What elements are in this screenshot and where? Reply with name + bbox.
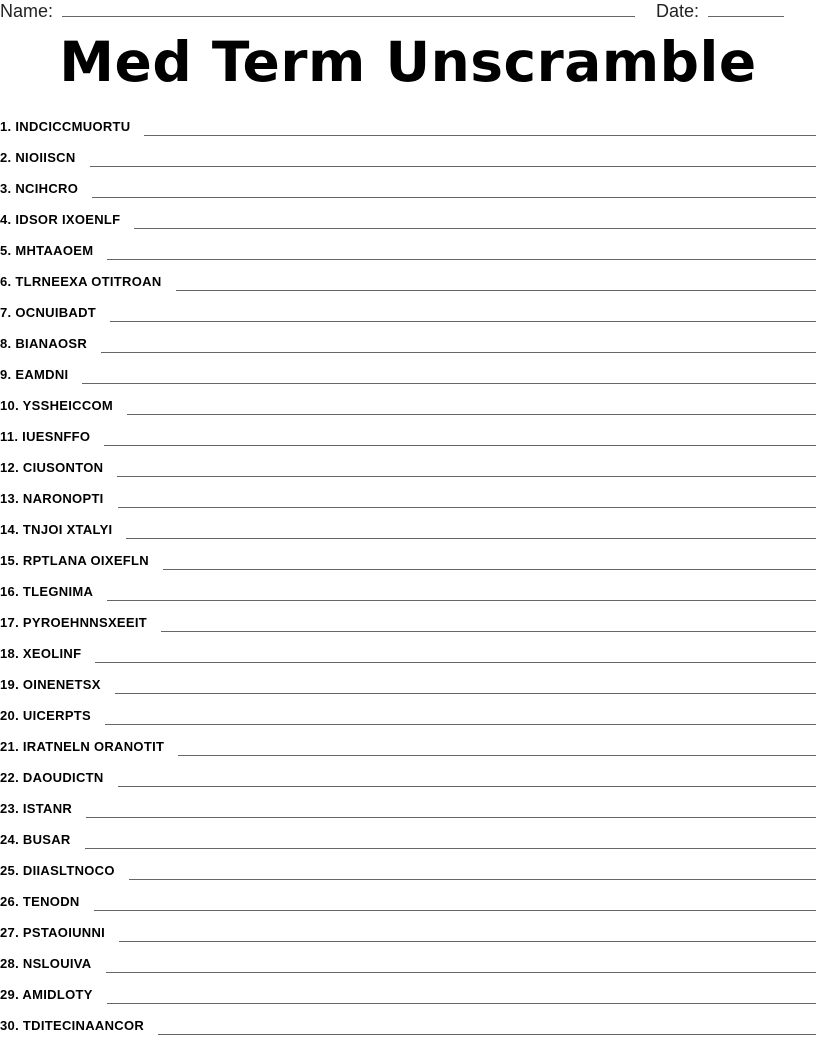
scrambled-word [0, 522, 112, 540]
scramble-item [0, 199, 816, 230]
scrambled-word-text: OINENETSX [22, 677, 101, 692]
item-number: 14 . [0, 522, 23, 537]
scrambled-word-text: ISTANR [22, 801, 73, 816]
item-number: 20 . [0, 708, 23, 723]
scrambled-word-text: TENODN [22, 894, 80, 909]
answer-line[interactable] [101, 351, 816, 353]
scramble-item [0, 261, 816, 292]
scramble-item [0, 323, 816, 354]
scrambled-word-text: TNJOI XTALYI [22, 522, 113, 537]
item-number: 18 . [0, 646, 23, 661]
scrambled-word [0, 987, 93, 1005]
scramble-item [0, 633, 816, 664]
item-number: 23 . [0, 801, 23, 816]
answer-line[interactable] [82, 382, 816, 384]
scrambled-word [0, 367, 68, 385]
scrambled-word [0, 119, 130, 137]
scramble-item [0, 881, 816, 912]
scrambled-word-text: UICERPTS [22, 708, 92, 723]
scramble-item [0, 943, 816, 974]
scramble-item [0, 726, 816, 757]
scrambled-word-text: AMIDLOTY [22, 987, 93, 1002]
answer-line[interactable] [118, 506, 816, 508]
answer-line[interactable] [127, 413, 816, 415]
answer-line[interactable] [92, 196, 816, 198]
scrambled-word [0, 863, 115, 881]
date-field-line[interactable] [708, 16, 784, 17]
answer-line[interactable] [107, 599, 816, 601]
scramble-item [0, 354, 816, 385]
scrambled-word [0, 181, 78, 199]
scrambled-word-text: NIOIISCN [15, 150, 76, 165]
scrambled-word-text: DAOUDICTN [22, 770, 104, 785]
scrambled-word [0, 739, 164, 757]
scrambled-word-text: INDCICCMUORTU [15, 119, 131, 134]
answer-line[interactable] [107, 258, 816, 260]
answer-line[interactable] [110, 320, 816, 322]
scramble-item [0, 757, 816, 788]
scrambled-word-text: PSTAOIUNNI [22, 925, 106, 940]
scrambled-word [0, 429, 90, 447]
scrambled-word-text: DIIASLTNOCO [22, 863, 115, 878]
scrambled-word [0, 801, 72, 819]
scramble-item [0, 1005, 816, 1036]
scramble-item [0, 509, 816, 540]
scrambled-word-text: IUESNFFO [22, 429, 91, 444]
scramble-item [0, 664, 816, 695]
scramble-item [0, 974, 816, 1005]
item-number: 6 . [0, 274, 15, 289]
item-number: 15 . [0, 553, 23, 568]
answer-line[interactable] [158, 1033, 816, 1035]
scrambled-word [0, 584, 93, 602]
answer-line[interactable] [129, 878, 816, 880]
scrambled-word [0, 491, 104, 509]
scrambled-word-text: IDSOR IXOENLF [15, 212, 121, 227]
scrambled-word [0, 646, 81, 664]
answer-line[interactable] [126, 537, 816, 539]
item-number: 25 . [0, 863, 23, 878]
item-number: 13 . [0, 491, 23, 506]
answer-line[interactable] [178, 754, 816, 756]
answer-line[interactable] [107, 1002, 816, 1004]
answer-line[interactable] [161, 630, 816, 632]
scrambled-word [0, 274, 162, 292]
scramble-item [0, 850, 816, 881]
item-number: 17 . [0, 615, 23, 630]
scrambled-word [0, 677, 101, 695]
scrambled-word-text: RPTLANA OIXEFLN [22, 553, 149, 568]
scrambled-word-text: BUSAR [22, 832, 71, 847]
answer-line[interactable] [117, 475, 816, 477]
worksheet-header [0, 0, 816, 22]
item-number: 9 . [0, 367, 15, 382]
date-label: Date: [656, 1, 700, 21]
item-number: 10 . [0, 398, 23, 413]
scrambled-word-text: NSLOUIVA [22, 956, 92, 971]
scrambled-word [0, 832, 71, 850]
scrambled-word [0, 460, 103, 478]
item-number: 4 . [0, 212, 15, 227]
scrambled-word-text: CIUSONTON [22, 460, 104, 475]
item-number: 21 . [0, 739, 23, 754]
scrambled-word-text: TLEGNIMA [22, 584, 94, 599]
scrambled-word-text: YSSHEICCOM [22, 398, 114, 413]
scramble-item [0, 571, 816, 602]
answer-line[interactable] [104, 444, 816, 446]
item-number: 12 . [0, 460, 23, 475]
scrambled-word-text: OCNUIBADT [15, 305, 97, 320]
scramble-item [0, 478, 816, 509]
name-field-line[interactable] [62, 16, 635, 17]
answer-line[interactable] [105, 723, 816, 725]
scrambled-word-text: NCIHCRO [15, 181, 79, 196]
answer-line[interactable] [94, 909, 816, 911]
scramble-item [0, 230, 816, 261]
scrambled-word-text: XEOLINF [22, 646, 82, 661]
item-number: 2 . [0, 150, 15, 165]
scrambled-word [0, 770, 104, 788]
scramble-item [0, 602, 816, 633]
item-number: 5 . [0, 243, 15, 258]
answer-line[interactable] [115, 692, 816, 694]
item-number: 19 . [0, 677, 23, 692]
worksheet-title: Med Term Unscramble [59, 30, 757, 94]
scrambled-word [0, 925, 105, 943]
item-number: 3 . [0, 181, 15, 196]
scramble-word-list [0, 106, 816, 1036]
item-number: 26 . [0, 894, 23, 909]
scrambled-word-text: PYROEHNNSXEEIT [22, 615, 148, 630]
scrambled-word [0, 212, 120, 230]
scrambled-word [0, 894, 80, 912]
answer-line[interactable] [106, 971, 816, 973]
scramble-item [0, 912, 816, 943]
answer-line[interactable] [134, 227, 816, 229]
scrambled-word [0, 1018, 144, 1036]
scramble-item [0, 137, 816, 168]
item-number: 29 . [0, 987, 22, 1002]
scrambled-word [0, 150, 76, 168]
scrambled-word-text: BIANAOSR [15, 336, 88, 351]
scramble-item [0, 695, 816, 726]
scrambled-word-text: MHTAAOEM [15, 243, 94, 258]
item-number: 1 . [0, 119, 15, 134]
scramble-item [0, 788, 816, 819]
scramble-item [0, 385, 816, 416]
scramble-item [0, 292, 816, 323]
scrambled-word-text: IRATNELN ORANOTIT [22, 739, 165, 754]
answer-line[interactable] [95, 661, 816, 663]
answer-line[interactable] [86, 816, 816, 818]
item-number: 7 . [0, 305, 15, 320]
scramble-item [0, 168, 816, 199]
scrambled-word-text: TDITECINAANCOR [22, 1018, 145, 1033]
item-number: 8 . [0, 336, 15, 351]
scrambled-word-text: EAMDNI [15, 367, 69, 382]
scrambled-word [0, 708, 91, 726]
scramble-item [0, 819, 816, 850]
answer-line[interactable] [144, 134, 816, 136]
scrambled-word [0, 398, 113, 416]
name-label: Name: [0, 1, 54, 21]
item-number: 27 . [0, 925, 23, 940]
answer-line[interactable] [176, 289, 816, 291]
scrambled-word [0, 615, 147, 633]
scrambled-word [0, 305, 96, 323]
item-number: 16 . [0, 584, 23, 599]
item-number: 11 . [0, 429, 22, 444]
scrambled-word-text: NARONOPTI [22, 491, 104, 506]
item-number: 30 . [0, 1018, 23, 1033]
item-number: 28 . [0, 956, 23, 971]
scramble-item [0, 416, 816, 447]
scramble-item [0, 540, 816, 571]
item-number: 22 . [0, 770, 23, 785]
scrambled-word [0, 243, 93, 261]
scrambled-word-text: TLRNEEXA OTITROAN [15, 274, 162, 289]
answer-line[interactable] [119, 940, 816, 942]
answer-line[interactable] [85, 847, 816, 849]
scramble-item [0, 447, 816, 478]
scrambled-word [0, 336, 87, 354]
answer-line[interactable] [90, 165, 816, 167]
answer-line[interactable] [118, 785, 816, 787]
item-number: 24 . [0, 832, 23, 847]
scrambled-word [0, 956, 92, 974]
answer-line[interactable] [163, 568, 816, 570]
scrambled-word [0, 553, 149, 571]
scramble-item [0, 106, 816, 137]
